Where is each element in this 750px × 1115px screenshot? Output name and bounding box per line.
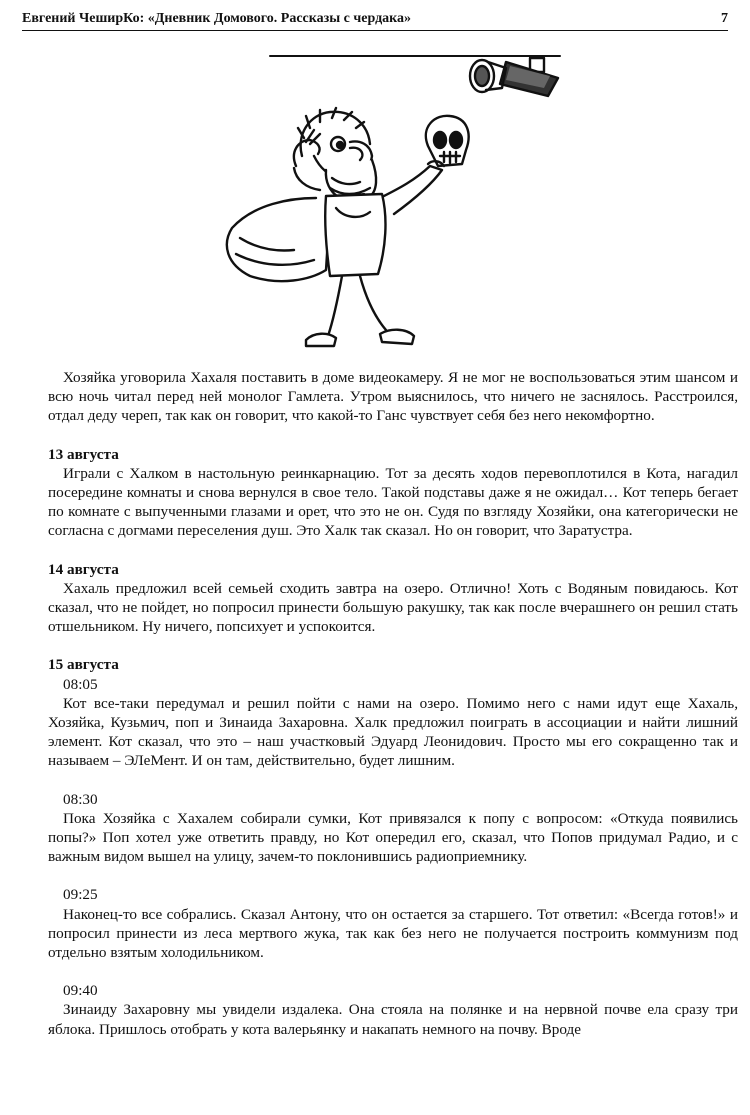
book-title: Евгений ЧеширКо: «Дневник Домового. Рассказы с чердака» [22, 11, 412, 26]
intro-paragraph: Хозяйка уговорила Хахаля поставить в доме видеокамеру. Я не мог не воспользоваться этим шансом и всю ночь читал перед ней монолог Гамлета. Утром выяснилось, что ничего не заснялось. Расстроился, отдал деду череп, так как он говорит, что какой-то Ганс чувствует себя без него некомфортно. [48, 369, 738, 425]
page-content [48, 368, 738, 1039]
video-camera-icon [470, 58, 558, 96]
entry-time: 08:30 [63, 790, 98, 808]
entry-time: 08:05 [63, 675, 98, 693]
entry-date: 14 августа [48, 560, 119, 578]
hamlet-illustration [210, 48, 600, 358]
entry-date: 13 августа [48, 445, 119, 463]
entry-paragraph: Наконец-то все собрались. Сказал Антону, что он остается за старшего. Тот ответил: «Всегда готов!» и попросил принести из леса мертвого жука, так как без него не получается построить коммунизм под отдельно взятым холодильником. [48, 905, 738, 962]
skull-icon [426, 116, 469, 166]
page-number: 7 [721, 11, 728, 26]
entry-paragraph: Пока Хозяйка с Хахалем собирали сумки, Кот привязался к попу с вопросом: «Откуда появились попы?» Поп хотел уже ответить правду, но Кот опередил его, сказал, что Попов придумал Радио, и с важным видом вышел на улицу, зачем-то поклонившись радиоприемнику. [48, 809, 738, 866]
entry-date: 15 августа [48, 656, 119, 674]
entry-time: 09:25 [63, 886, 98, 904]
entry-paragraph: Хахаль предложил всей семьей сходить завтра на озеро. Отлично! Хоть с Водяным повидаюсь. Кот сказал, что не пойдет, но попросил принести большую ракушку, так как после вчерашнего он решил стать отшельником. Ну ничего, попсихует и успокоится. [48, 579, 738, 636]
entry-paragraph: Играли с Халком в настольную реинкарнацию. Тот за десять ходов перевоплотился в Кота, нагадил посередине комнаты и снова вернулся в свое тело. Такой подставы даже я не ожидал… Кот теперь бегает по комнате с выпученными глазами и орет, что это не он. Судя по взгляду Хозяйки, она категорически не согласна с догмами переселения душ. Это Халк так сказал. Но он говорит, что Заратустра. [48, 464, 738, 540]
entry-paragraph: Кот все-таки передумал и решил пойти с нами на озеро. Помимо него с нами идут еще Хахаль, Хозяйка, Кузьмич, поп и Зинаида Захаровна. Халк предложил поиграть в ассоциации и найти лишний элемент. Кот сказал, что это – наш участковый Эдуард Леонидович. Просто мы его сокращенно так и называем – ЭЛеМент. И он там, действительно, будет лишним. [48, 694, 738, 770]
entry-time: 09:40 [63, 982, 98, 1000]
page-header [22, 8, 728, 31]
entry-paragraph: Зинаиду Захаровну мы увидели издалека. Она стояла на полянке и на нервной почве ела сразу три яблока. Пришлось отобрать у кота валерьянку и накапать немного на почву. Вроде [48, 1001, 738, 1038]
